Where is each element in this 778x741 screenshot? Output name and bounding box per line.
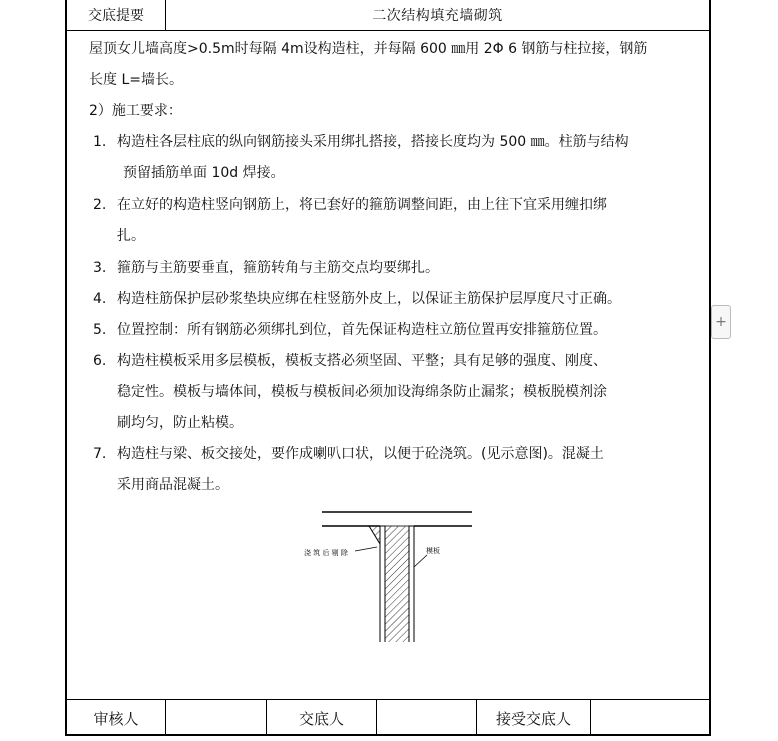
- list-item: [93, 253, 703, 284]
- list-number: 1.: [93, 134, 107, 150]
- signature-row: [67, 699, 709, 736]
- list-number: 2.: [93, 197, 107, 213]
- intro-line-1: 屋顶女儿墙高度>0.5m时每隔 4m设构造柱，并每隔 600 ㎜用 2Φ 6 钢筋与柱拉接，钢筋: [89, 41, 648, 57]
- header-label: 交底提要: [67, 0, 166, 30]
- document-title: 二次结构填充墙砌筑: [372, 8, 503, 24]
- leader-left: [355, 547, 377, 551]
- receiver-signature-field[interactable]: [591, 700, 709, 736]
- label-formwork: 模板: [426, 547, 440, 555]
- reviewer-label: 审核人: [67, 700, 166, 736]
- list-item: [93, 315, 703, 346]
- reviewer-signature-field[interactable]: [166, 700, 267, 736]
- list-text-continued: 预留插筋单面 10d 焊接。: [123, 165, 285, 181]
- list-item: [93, 127, 703, 158]
- list-text: 构造柱筋保护层砂浆垫块应绑在柱竖筋外皮上，以保证主筋保护层厚度尺寸正确。: [117, 291, 621, 307]
- list-number: 3.: [93, 260, 107, 276]
- intro-line-2: 长度 L=墙长。: [89, 72, 183, 88]
- list-text-continued: 刷均匀，防止粘模。: [117, 415, 243, 431]
- list-text-continued: 扎。: [117, 228, 145, 244]
- list-text: 构造柱模板采用多层模板，模板支搭必须坚固、平整；具有足够的强度、刚度、: [117, 353, 607, 369]
- discloser-signature-field[interactable]: [377, 700, 477, 736]
- formwork-left: [380, 526, 385, 642]
- formwork-right: [409, 526, 414, 642]
- list-text: 构造柱各层柱底的纵向钢筋接头采用绑扎搭接，搭接长度均为 500 ㎜。柱筋与结构: [117, 134, 629, 150]
- list-item: [93, 284, 703, 315]
- disclosure-document: [65, 0, 711, 736]
- column-beam-joint-diagram: [297, 507, 477, 642]
- list-text: 构造柱与梁、板交接处，要作成喇叭口状，以便于砼浇筑。(见示意图)。混凝土: [117, 446, 604, 462]
- plus-icon: +: [715, 314, 727, 330]
- list-item: [93, 439, 703, 470]
- list-number: 4.: [93, 291, 107, 307]
- label-cut-after-pour: 浇 筑 后 剔 除: [304, 549, 348, 557]
- list-number: 6.: [93, 353, 107, 369]
- leader-right: [414, 555, 427, 567]
- list-item: [93, 346, 703, 377]
- list-text-continued: 采用商品混凝土。: [117, 477, 229, 493]
- list-item: [93, 190, 703, 221]
- list-text: 位置控制：所有钢筋必须绑扎到位，首先保证构造柱立筋位置再安排箍筋位置。: [117, 322, 607, 338]
- document-header: [67, 0, 709, 31]
- column-concrete: [385, 526, 409, 642]
- list-text: 在立好的构造柱竖向钢筋上，将已套好的箍筋调整间距，由上往下宜采用缠扣绑: [117, 197, 607, 213]
- receiver-label: 接受交底人: [477, 700, 591, 736]
- list-text: 箍筋与主筋要垂直，箍筋转角与主筋交点均要绑扎。: [117, 260, 439, 276]
- section-heading: 2）施工要求：: [89, 103, 182, 119]
- list-text-continued: 稳定性。模板与墙体间，模板与模板间必须加设海绵条防止漏浆；模板脱模剂涂: [117, 384, 607, 400]
- expand-button[interactable]: [711, 305, 731, 339]
- discloser-label: 交底人: [267, 700, 377, 736]
- list-number: 5.: [93, 322, 107, 338]
- list-number: 7.: [93, 446, 107, 462]
- document-body: [67, 31, 709, 698]
